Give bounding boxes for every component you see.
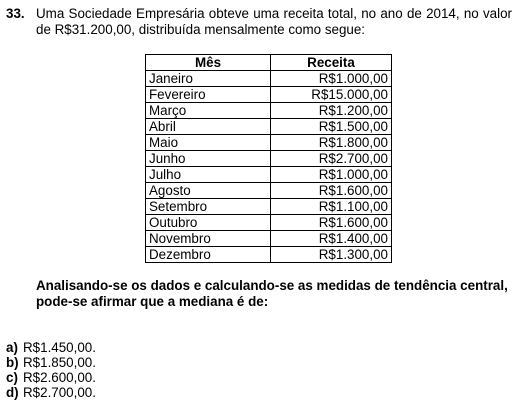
month-cell: Novembro	[146, 231, 271, 247]
month-cell: Dezembro	[146, 247, 271, 263]
month-cell: Abril	[146, 119, 271, 135]
month-cell: Agosto	[146, 183, 271, 199]
table-row	[146, 135, 392, 151]
month-cell: Março	[146, 103, 271, 119]
question-text: Uma Sociedade Empresária obteve uma receita total, no ano de 2014, no valor de R$31.200,00, distribuída mensalmente como segue:	[36, 6, 512, 37]
revenue-cell: R$1.600,00	[271, 215, 392, 231]
column-header-revenue: Receita	[271, 55, 392, 71]
month-cell: Maio	[146, 135, 271, 151]
table-row	[146, 167, 392, 183]
table-row	[146, 87, 392, 103]
question-number: 33.	[6, 6, 25, 21]
month-cell: Fevereiro	[146, 87, 271, 103]
column-header-month: Mês	[146, 55, 271, 71]
answer-option-b[interactable]	[6, 355, 96, 370]
table-row	[146, 183, 392, 199]
answer-option-a[interactable]	[6, 340, 96, 355]
revenue-cell: R$1.200,00	[271, 103, 392, 119]
option-text: R$1.450,00.	[23, 340, 96, 355]
month-cell: Junho	[146, 151, 271, 167]
revenue-cell: R$1.000,00	[271, 71, 392, 87]
answer-option-d[interactable]	[6, 385, 96, 400]
revenue-cell: R$1.100,00	[271, 199, 392, 215]
option-letter: c)	[6, 370, 18, 385]
option-letter: d)	[6, 385, 19, 400]
table-row	[146, 103, 392, 119]
revenue-cell: R$2.700,00	[271, 151, 392, 167]
month-cell: Setembro	[146, 199, 271, 215]
revenue-cell: R$1.300,00	[271, 247, 392, 263]
option-letter: a)	[6, 340, 18, 355]
option-text: R$2.600,00.	[23, 370, 96, 385]
table-row	[146, 119, 392, 135]
answer-options	[6, 340, 96, 400]
table-row	[146, 151, 392, 167]
month-cell: Julho	[146, 167, 271, 183]
answer-option-c[interactable]	[6, 370, 96, 385]
option-text: R$2.700,00.	[23, 385, 96, 400]
table-row	[146, 247, 392, 263]
table-row	[146, 215, 392, 231]
option-text: R$1.850,00.	[23, 355, 96, 370]
table-row	[146, 199, 392, 215]
option-letter: b)	[6, 355, 19, 370]
revenue-cell: R$1.600,00	[271, 183, 392, 199]
table-header-row	[146, 55, 392, 71]
revenue-table	[145, 54, 392, 263]
month-cell: Janeiro	[146, 71, 271, 87]
revenue-cell: R$1.000,00	[271, 167, 392, 183]
revenue-cell: R$1.500,00	[271, 119, 392, 135]
revenue-cell: R$15.000,00	[271, 87, 392, 103]
question-prompt: Analisando-se os dados e calculando-se as medidas de tendência central, pode-se afirmar que a mediana é de:	[36, 278, 508, 309]
revenue-cell: R$1.400,00	[271, 231, 392, 247]
table-row	[146, 231, 392, 247]
revenue-cell: R$1.800,00	[271, 135, 392, 151]
table-row	[146, 71, 392, 87]
month-cell: Outubro	[146, 215, 271, 231]
